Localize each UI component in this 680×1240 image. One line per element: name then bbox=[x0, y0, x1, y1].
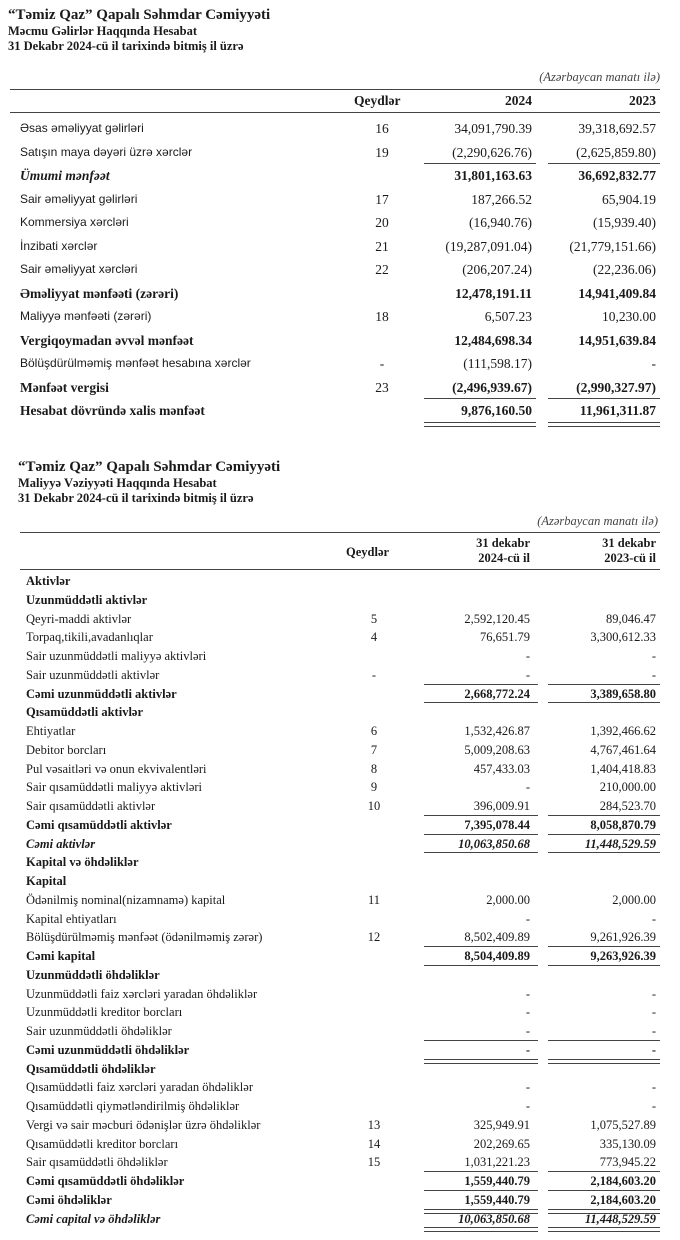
income-row-value-2024: 12,478,191.11 bbox=[455, 285, 532, 301]
income-row bbox=[0, 211, 680, 235]
balance-row-value-2024: 2,592,120.45 bbox=[464, 611, 530, 626]
balance-row-value-2024: - bbox=[525, 780, 530, 795]
balance-row-value-2023: 3,389,658.80 bbox=[590, 686, 656, 701]
income-row-value-2023: (2,625,859.80) bbox=[576, 144, 656, 160]
balance-row-value-2024: - bbox=[525, 1024, 530, 1038]
balance-row-label: Kapital və öhdəliklər bbox=[26, 855, 139, 870]
balance-total-rule-2023 bbox=[548, 1227, 660, 1232]
income-row-label: Kommersiya xərcləri bbox=[20, 215, 129, 229]
balance-row-value-2023: 4,767,461.64 bbox=[590, 742, 656, 757]
balance-header-row bbox=[0, 536, 680, 570]
income-col-2023: 2023 bbox=[629, 93, 656, 108]
income-row-value-2024: (2,496,939.67) bbox=[452, 379, 532, 395]
balance-row-label: Sair uzunmüddətli aktivlər bbox=[26, 667, 160, 682]
balance-row-value-2023: 2,184,603.20 bbox=[590, 1174, 656, 1188]
balance-row-label: Ödənilmiş nominal(nizamnamə) kapital bbox=[26, 892, 226, 907]
balance-row-value-2024: 1,532,426.87 bbox=[464, 724, 530, 738]
income-header-underline bbox=[10, 112, 660, 113]
balance-row-label: Kapital ehtiyatları bbox=[26, 911, 117, 926]
balance-row-note: 11 bbox=[367, 892, 381, 907]
balance-row-label: Sair uzunmüddətli öhdəliklər bbox=[26, 1024, 172, 1038]
balance-row bbox=[0, 703, 680, 722]
balance-row-note: 8 bbox=[370, 761, 378, 776]
balance-unit-note: (Azərbaycan manatı ilə) bbox=[537, 514, 658, 528]
balance-row-label: Cəmi qısamüddətli aktivlər bbox=[26, 817, 172, 832]
balance-col-2024-line1: 31 dekabr bbox=[476, 536, 530, 550]
balance-row bbox=[0, 966, 680, 985]
balance-row-label: Uzunmüddətli kreditor borcları bbox=[26, 1005, 183, 1020]
balance-row-label: Vergi və sair məcburi ödənişlər üzrə öhdəliklər bbox=[26, 1117, 261, 1132]
balance-row bbox=[0, 872, 680, 891]
balance-row bbox=[0, 647, 680, 666]
balance-row-value-2023: 335,130.09 bbox=[599, 1136, 656, 1151]
balance-row bbox=[0, 1172, 680, 1191]
income-row-value-2024: 9,876,160.50 bbox=[461, 403, 532, 418]
balance-row-value-2024: 10,063,850.68 bbox=[458, 836, 530, 851]
balance-row bbox=[0, 591, 680, 610]
balance-row-value-2023: 2,184,603.20 bbox=[590, 1192, 656, 1207]
balance-row-value-2023: - bbox=[651, 1080, 656, 1095]
income-row-value-2024: 34,091,790.39 bbox=[454, 121, 532, 136]
income-row bbox=[0, 117, 680, 141]
balance-row bbox=[0, 760, 680, 779]
balance-row-value-2024: 1,031,221.23 bbox=[464, 1155, 530, 1170]
balance-row-value-2023: - bbox=[651, 1005, 656, 1020]
balance-row-value-2024: 1,559,440.79 bbox=[464, 1174, 530, 1188]
income-row-note: 20 bbox=[375, 215, 389, 230]
income-row-label: Sair əməliyyat xərcləri bbox=[20, 262, 138, 276]
income-row-value-2023: - bbox=[651, 356, 656, 371]
balance-row bbox=[0, 797, 680, 816]
balance-row-label: Qısamüddətli qiymətləndirilmiş öhdəliklər bbox=[26, 1099, 240, 1113]
income-company-title: “Təmiz Qaz” Qapalı Səhmdar Cəmiyyəti bbox=[8, 7, 271, 23]
balance-total-rule-2024 bbox=[424, 1227, 538, 1232]
balance-row bbox=[0, 722, 680, 741]
balance-row-label: Aktivlər bbox=[26, 574, 71, 588]
income-row-value-2024: 31,801,163.63 bbox=[454, 168, 532, 183]
balance-row-label: Kapital bbox=[26, 874, 67, 888]
balance-row-note: 5 bbox=[370, 611, 378, 626]
income-total-rule-2024 bbox=[424, 422, 536, 427]
income-row bbox=[0, 235, 680, 259]
income-row-label: Vergiqoymadan əvvəl mənfəət bbox=[20, 332, 194, 348]
balance-row-label: Sair qısamüddətli öhdəliklər bbox=[26, 1155, 168, 1170]
balance-row-label: Qeyri-maddi aktivlər bbox=[26, 611, 132, 626]
balance-row-label: Sair uzunmüddətli maliyyə aktivləri bbox=[26, 649, 207, 663]
income-row-value-2023: 65,904.19 bbox=[602, 191, 656, 207]
balance-row bbox=[0, 1191, 680, 1210]
balance-row bbox=[0, 835, 680, 854]
balance-row-value-2024: 5,009,208.63 bbox=[464, 742, 530, 757]
balance-company-title: “Təmiz Qaz” Qapalı Səhmdar Cəmiyyəti bbox=[18, 459, 281, 475]
balance-row-value-2023: 2,000.00 bbox=[612, 892, 656, 907]
balance-row-value-2024: - bbox=[525, 986, 530, 1001]
income-header-row bbox=[0, 93, 680, 111]
balance-row-label: Bölüşdürülməmiş mənfəət (ödənilməmiş zərər) bbox=[26, 930, 263, 945]
balance-row-note: 10 bbox=[367, 799, 381, 813]
balance-statement-title: Maliyyə Vəziyyəti Haqqında Hesabat bbox=[18, 476, 217, 490]
balance-row-value-2024: 1,559,440.79 bbox=[464, 1192, 530, 1207]
balance-row-label: Qısamüddətli aktivlər bbox=[26, 705, 144, 720]
balance-row bbox=[0, 1041, 680, 1060]
income-row-label: Satışın maya dəyəri üzrə xərclər bbox=[20, 144, 193, 159]
income-statement bbox=[0, 6, 680, 418]
balance-row-value-2024: 7,395,078.44 bbox=[464, 817, 530, 832]
balance-row bbox=[0, 816, 680, 835]
balance-row bbox=[0, 1022, 680, 1041]
income-row-label: Sair əməliyyat gəlirləri bbox=[20, 191, 138, 206]
balance-row-note: 9 bbox=[370, 780, 378, 795]
balance-row-value-2023: 9,261,926.39 bbox=[590, 930, 656, 945]
balance-row-value-2023: 3,300,612.33 bbox=[590, 630, 656, 645]
balance-row-note: 13 bbox=[367, 1117, 381, 1132]
balance-row-label: Cəmi kapital bbox=[26, 949, 96, 963]
income-row-note: 21 bbox=[375, 238, 389, 254]
balance-col-2023-line2: 2023-cü il bbox=[604, 551, 656, 565]
income-row-value-2023: (2,990,327.97) bbox=[576, 379, 656, 395]
balance-row-label: Debitor borcları bbox=[26, 742, 107, 757]
balance-row-label: Uzunmüddətli aktivlər bbox=[26, 592, 148, 607]
income-row-note: 18 bbox=[375, 309, 389, 324]
balance-row-value-2023: 8,058,870.79 bbox=[590, 817, 656, 832]
income-row-value-2024: 187,266.52 bbox=[471, 191, 532, 207]
balance-col-2024-line2: 2024-cü il bbox=[478, 551, 530, 565]
income-row-value-2024: 6,507.23 bbox=[484, 309, 532, 324]
balance-row bbox=[0, 947, 680, 966]
balance-row bbox=[0, 928, 680, 947]
balance-row-value-2023: 1,075,527.89 bbox=[590, 1117, 656, 1132]
income-row bbox=[0, 164, 680, 188]
balance-row-value-2023: - bbox=[651, 1024, 656, 1038]
balance-row-label: Cəmi uzunmüddətli aktivlər bbox=[26, 686, 177, 701]
balance-row-note: 15 bbox=[367, 1155, 381, 1170]
balance-row-label: Torpaq,tikili,avadanlıqlar bbox=[26, 630, 153, 645]
balance-row bbox=[0, 1153, 680, 1172]
balance-row bbox=[0, 778, 680, 797]
income-row-value-2024: (19,287,091.04) bbox=[445, 238, 532, 254]
income-row-note: 22 bbox=[375, 262, 389, 277]
balance-row-value-2023: 210,000.00 bbox=[599, 780, 656, 795]
income-row bbox=[0, 399, 680, 423]
income-row-value-2024: (111,598.17) bbox=[463, 356, 532, 371]
income-statement-title: Məcmu Gəlirlər Haqqında Hesabat bbox=[8, 24, 197, 38]
balance-row-value-2024: 76,651.79 bbox=[480, 630, 530, 645]
income-row-label: Hesabat dövründə xalis mənfəət bbox=[20, 403, 205, 418]
income-row-value-2024: (16,940.76) bbox=[469, 215, 532, 230]
balance-row-label: Uzunmüddətli faiz xərcləri yaradan öhdəliklər bbox=[26, 986, 258, 1001]
balance-row bbox=[0, 1210, 680, 1229]
income-row-value-2024: (2,290,626.76) bbox=[452, 144, 532, 160]
income-row-note: 23 bbox=[375, 379, 389, 395]
income-row bbox=[0, 305, 680, 329]
income-row bbox=[0, 141, 680, 165]
income-row-note: 19 bbox=[375, 144, 389, 160]
balance-row-value-2024: 2,668,772.24 bbox=[464, 686, 530, 701]
income-col-notes: Qeydlər bbox=[354, 93, 401, 108]
balance-period: 31 Dekabr 2024-cü il tarixində bitmiş il üzrə bbox=[18, 491, 254, 505]
income-row bbox=[0, 188, 680, 212]
income-row bbox=[0, 376, 680, 400]
balance-row-note: 7 bbox=[370, 742, 378, 757]
income-row bbox=[0, 282, 680, 306]
income-col-2024: 2024 bbox=[505, 93, 532, 108]
balance-row bbox=[0, 572, 680, 591]
income-period: 31 Dekabr 2024-cü il tarixində bitmiş il üzrə bbox=[8, 39, 244, 53]
income-total-rule-2023 bbox=[548, 422, 660, 427]
balance-row-label: Qısamüddətli faiz xərcləri yaradan öhdəliklər bbox=[26, 1080, 253, 1095]
balance-row-value-2023: - bbox=[651, 1099, 656, 1113]
balance-row-label: Qısamüddətli kreditor borcları bbox=[26, 1136, 179, 1151]
balance-row-value-2023: 284,523.70 bbox=[599, 799, 656, 813]
balance-row-label: Pul vəsaitləri və onun ekvivalentləri bbox=[26, 761, 207, 776]
balance-row-value-2024: 325,949.91 bbox=[473, 1117, 530, 1132]
income-unit-note: (Azərbaycan manatı ilə) bbox=[539, 70, 660, 84]
balance-row-note: 12 bbox=[367, 930, 381, 945]
balance-row-value-2024: 396,009.91 bbox=[473, 799, 530, 813]
balance-row bbox=[0, 628, 680, 647]
balance-row-value-2024: - bbox=[525, 1042, 530, 1057]
balance-row-label: Cəmi capital və öhdəliklər bbox=[26, 1211, 161, 1226]
balance-row-value-2023: - bbox=[651, 1042, 656, 1057]
balance-row bbox=[0, 985, 680, 1004]
balance-row-value-2024: - bbox=[525, 1099, 530, 1113]
balance-row-value-2023: 1,392,466.62 bbox=[590, 724, 656, 738]
balance-row-value-2024: 457,433.03 bbox=[473, 761, 530, 776]
balance-header-underline bbox=[20, 569, 660, 570]
balance-col-2023-line1: 31 dekabr bbox=[602, 536, 656, 550]
balance-row-value-2023: - bbox=[651, 911, 656, 926]
income-row-value-2023: 39,318,692.57 bbox=[578, 121, 656, 136]
income-row-value-2023: 10,230.00 bbox=[602, 309, 656, 324]
balance-row-note: 6 bbox=[370, 724, 378, 738]
balance-row bbox=[0, 1060, 680, 1079]
balance-row-value-2024: 2,000.00 bbox=[486, 892, 530, 907]
balance-row-note: - bbox=[371, 667, 377, 682]
income-row-label: Əməliyyat mənfəəti (zərəri) bbox=[20, 285, 179, 301]
balance-row-label: Ehtiyatlar bbox=[26, 724, 76, 738]
balance-row-value-2024: - bbox=[525, 911, 530, 926]
balance-row bbox=[0, 685, 680, 704]
balance-header-rule bbox=[20, 532, 660, 533]
balance-row-note: 14 bbox=[367, 1136, 381, 1151]
balance-row bbox=[0, 1135, 680, 1154]
balance-row-value-2023: 89,046.47 bbox=[606, 611, 656, 626]
balance-row-label: Qısamüddətli öhdəliklər bbox=[26, 1061, 156, 1076]
balance-row-label: Cəmi aktivlər bbox=[26, 836, 96, 851]
income-row bbox=[0, 258, 680, 282]
balance-row bbox=[0, 891, 680, 910]
balance-row-label: Cəmi öhdəliklər bbox=[26, 1192, 112, 1207]
balance-row bbox=[0, 1078, 680, 1097]
income-row-value-2023: 14,941,409.84 bbox=[578, 285, 656, 301]
balance-row-value-2024: - bbox=[525, 1080, 530, 1095]
balance-row-label: Cəmi qısamüddətli öhdəliklər bbox=[26, 1174, 185, 1188]
balance-row bbox=[0, 1097, 680, 1116]
income-row-label: Bölüşdürülməmiş mənfəət hesabına xərclər bbox=[20, 356, 251, 370]
balance-row bbox=[0, 610, 680, 629]
balance-row-label: Uzunmüddətli öhdəliklər bbox=[26, 967, 160, 982]
balance-row-label: Sair qısamüddətli aktivlər bbox=[26, 799, 156, 813]
balance-row-value-2023: 11,448,529.59 bbox=[584, 1211, 656, 1226]
balance-row bbox=[0, 741, 680, 760]
income-row-note: 17 bbox=[375, 191, 389, 207]
balance-row-value-2024: - bbox=[525, 649, 530, 663]
balance-row bbox=[0, 1116, 680, 1135]
balance-col-notes: Qeydlər bbox=[346, 545, 390, 559]
income-row-note: 16 bbox=[375, 121, 389, 136]
income-row-label: Mənfəət vergisi bbox=[20, 379, 109, 395]
balance-row bbox=[0, 1003, 680, 1022]
balance-row-value-2023: - bbox=[651, 986, 656, 1001]
balance-row-value-2023: - bbox=[651, 667, 656, 682]
income-row bbox=[0, 352, 680, 376]
balance-row-note: 4 bbox=[370, 630, 378, 645]
balance-row-value-2024: 10,063,850.68 bbox=[458, 1211, 530, 1226]
income-row-value-2023: 36,692,832.77 bbox=[578, 168, 656, 183]
income-row-label: Maliyyə mənfəəti (zərəri) bbox=[20, 309, 152, 323]
balance-row-label: Cəmi uzunmüddətli öhdəliklər bbox=[26, 1042, 190, 1057]
balance-row-value-2023: 773,945.22 bbox=[599, 1155, 656, 1170]
income-row-value-2024: 12,484,698.34 bbox=[454, 332, 532, 348]
balance-row-value-2023: 11,448,529.59 bbox=[584, 836, 656, 851]
income-row-label: Ümumi mənfəət bbox=[20, 168, 110, 183]
balance-row-label: Sair qısamüddətli maliyyə aktivləri bbox=[26, 780, 203, 795]
income-row-note: - bbox=[379, 356, 385, 371]
income-row-label: Əsas əməliyyat gəlirləri bbox=[20, 121, 144, 135]
income-row-value-2024: (206,207.24) bbox=[462, 262, 532, 277]
balance-row bbox=[0, 853, 680, 872]
balance-row-value-2024: 202,269.65 bbox=[473, 1136, 530, 1151]
balance-row-value-2024: - bbox=[525, 667, 530, 682]
income-row-value-2023: (22,236.06) bbox=[593, 262, 656, 277]
income-row-value-2023: 14,951,639.84 bbox=[578, 332, 656, 348]
balance-row-value-2024: 8,502,409.89 bbox=[464, 930, 530, 945]
income-row-value-2023: (21,779,151.66) bbox=[569, 238, 656, 254]
balance-row bbox=[0, 666, 680, 685]
balance-sheet bbox=[0, 458, 680, 1226]
income-row bbox=[0, 329, 680, 353]
balance-row-value-2024: 8,504,409.89 bbox=[464, 949, 530, 963]
balance-row bbox=[0, 910, 680, 929]
income-header-rule bbox=[10, 89, 660, 90]
income-row-label: İnzibati xərclər bbox=[20, 238, 98, 253]
balance-row-value-2023: 1,404,418.83 bbox=[590, 761, 656, 776]
income-row-value-2023: 11,961,311.87 bbox=[579, 403, 656, 418]
balance-row-value-2023: 9,263,926.39 bbox=[590, 949, 656, 963]
balance-row-value-2023: - bbox=[651, 649, 656, 663]
balance-row-value-2024: - bbox=[525, 1005, 530, 1020]
income-row-value-2023: (15,939.40) bbox=[593, 215, 656, 230]
